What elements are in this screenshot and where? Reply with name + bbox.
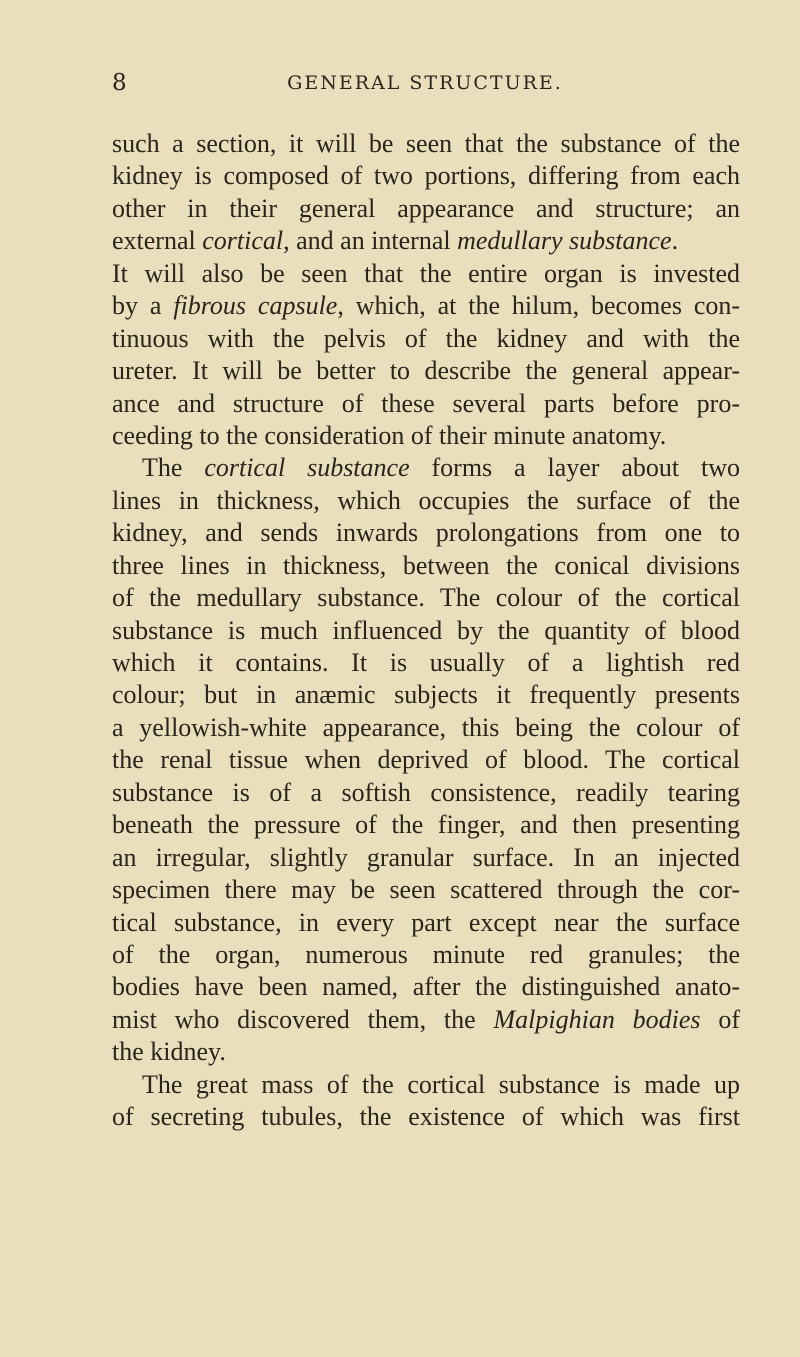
- page-header: [112, 70, 738, 102]
- text-line: external cortical, and an internal medullary substance.: [112, 226, 679, 256]
- text-line: by a fibrous capsule, which, at the hilum, becomes con-: [112, 291, 741, 321]
- text-line: the kidney.: [112, 1037, 226, 1067]
- text-line: bodies have been named, after the distinguished anato-: [112, 972, 740, 1002]
- page-number: 8: [112, 70, 127, 96]
- text-line: It will also be seen that the entire organ is invested: [112, 258, 740, 288]
- text-line: substance is of a softish consistence, readily tearing: [112, 777, 740, 807]
- text-line: substance is much influenced by the quantity of blood: [112, 615, 740, 645]
- text-line: an irregular, slightly granular surface. In an injected: [112, 842, 740, 872]
- text-line: beneath the pressure of the finger, and then presenting: [112, 810, 740, 840]
- text-line: ureter. It will be better to describe the general appear-: [112, 356, 740, 386]
- text-line: tical substance, in every part except near the surface: [112, 907, 740, 937]
- text-line: kidney, and sends inwards prolongations from one to: [112, 518, 740, 548]
- text-line: the renal tissue when deprived of blood. The cortical: [112, 745, 740, 775]
- text-line: tinuous with the pelvis of the kidney and with the: [112, 323, 740, 353]
- text-line: three lines in thickness, between the conical divisions: [112, 550, 740, 580]
- text-line: specimen there may be seen scattered through the cor-: [112, 875, 740, 905]
- text-line: which it contains. It is usually of a lightish red: [112, 648, 740, 677]
- text-line: such a section, it will be seen that the substance of the: [112, 129, 740, 158]
- italic-term: cortical substance: [204, 453, 410, 483]
- text-line: of secreting tubules, the existence of which was first: [112, 1102, 740, 1132]
- text-line: lines in thickness, which occupies the surface of the: [112, 485, 740, 515]
- running-title: GENERAL STRUCTURE.: [287, 72, 563, 94]
- text-line: ceeding to the consideration of their minute anatomy.: [112, 420, 667, 450]
- text-line: other in their general appearance and structure; an: [112, 193, 740, 223]
- italic-term: medullary substance: [457, 226, 672, 256]
- body-text: [112, 128, 740, 1134]
- text-line: a yellowish-white appearance, this being the colour of: [112, 712, 740, 742]
- text-line: kidney is composed of two portions, differing from each: [112, 161, 740, 191]
- text-line: ance and structure of these several parts before pro-: [112, 388, 740, 418]
- italic-term: Malpighian bodies: [493, 1004, 701, 1034]
- text-line: of the organ, numerous minute red granules; the: [112, 939, 740, 969]
- text-line: The great mass of the cortical substance is made up: [142, 1069, 740, 1099]
- text-line: of the medullary substance. The colour of the cortical: [112, 583, 740, 613]
- text-line: colour; but in anæmic subjects it frequently presents: [112, 680, 740, 710]
- text-line: mist who discovered them, the Malpighian bodies of: [112, 1004, 740, 1034]
- italic-term: fibrous capsule: [173, 291, 338, 321]
- text-line: The cortical substance forms a layer about two: [142, 453, 740, 483]
- italic-term: cortical: [202, 226, 284, 256]
